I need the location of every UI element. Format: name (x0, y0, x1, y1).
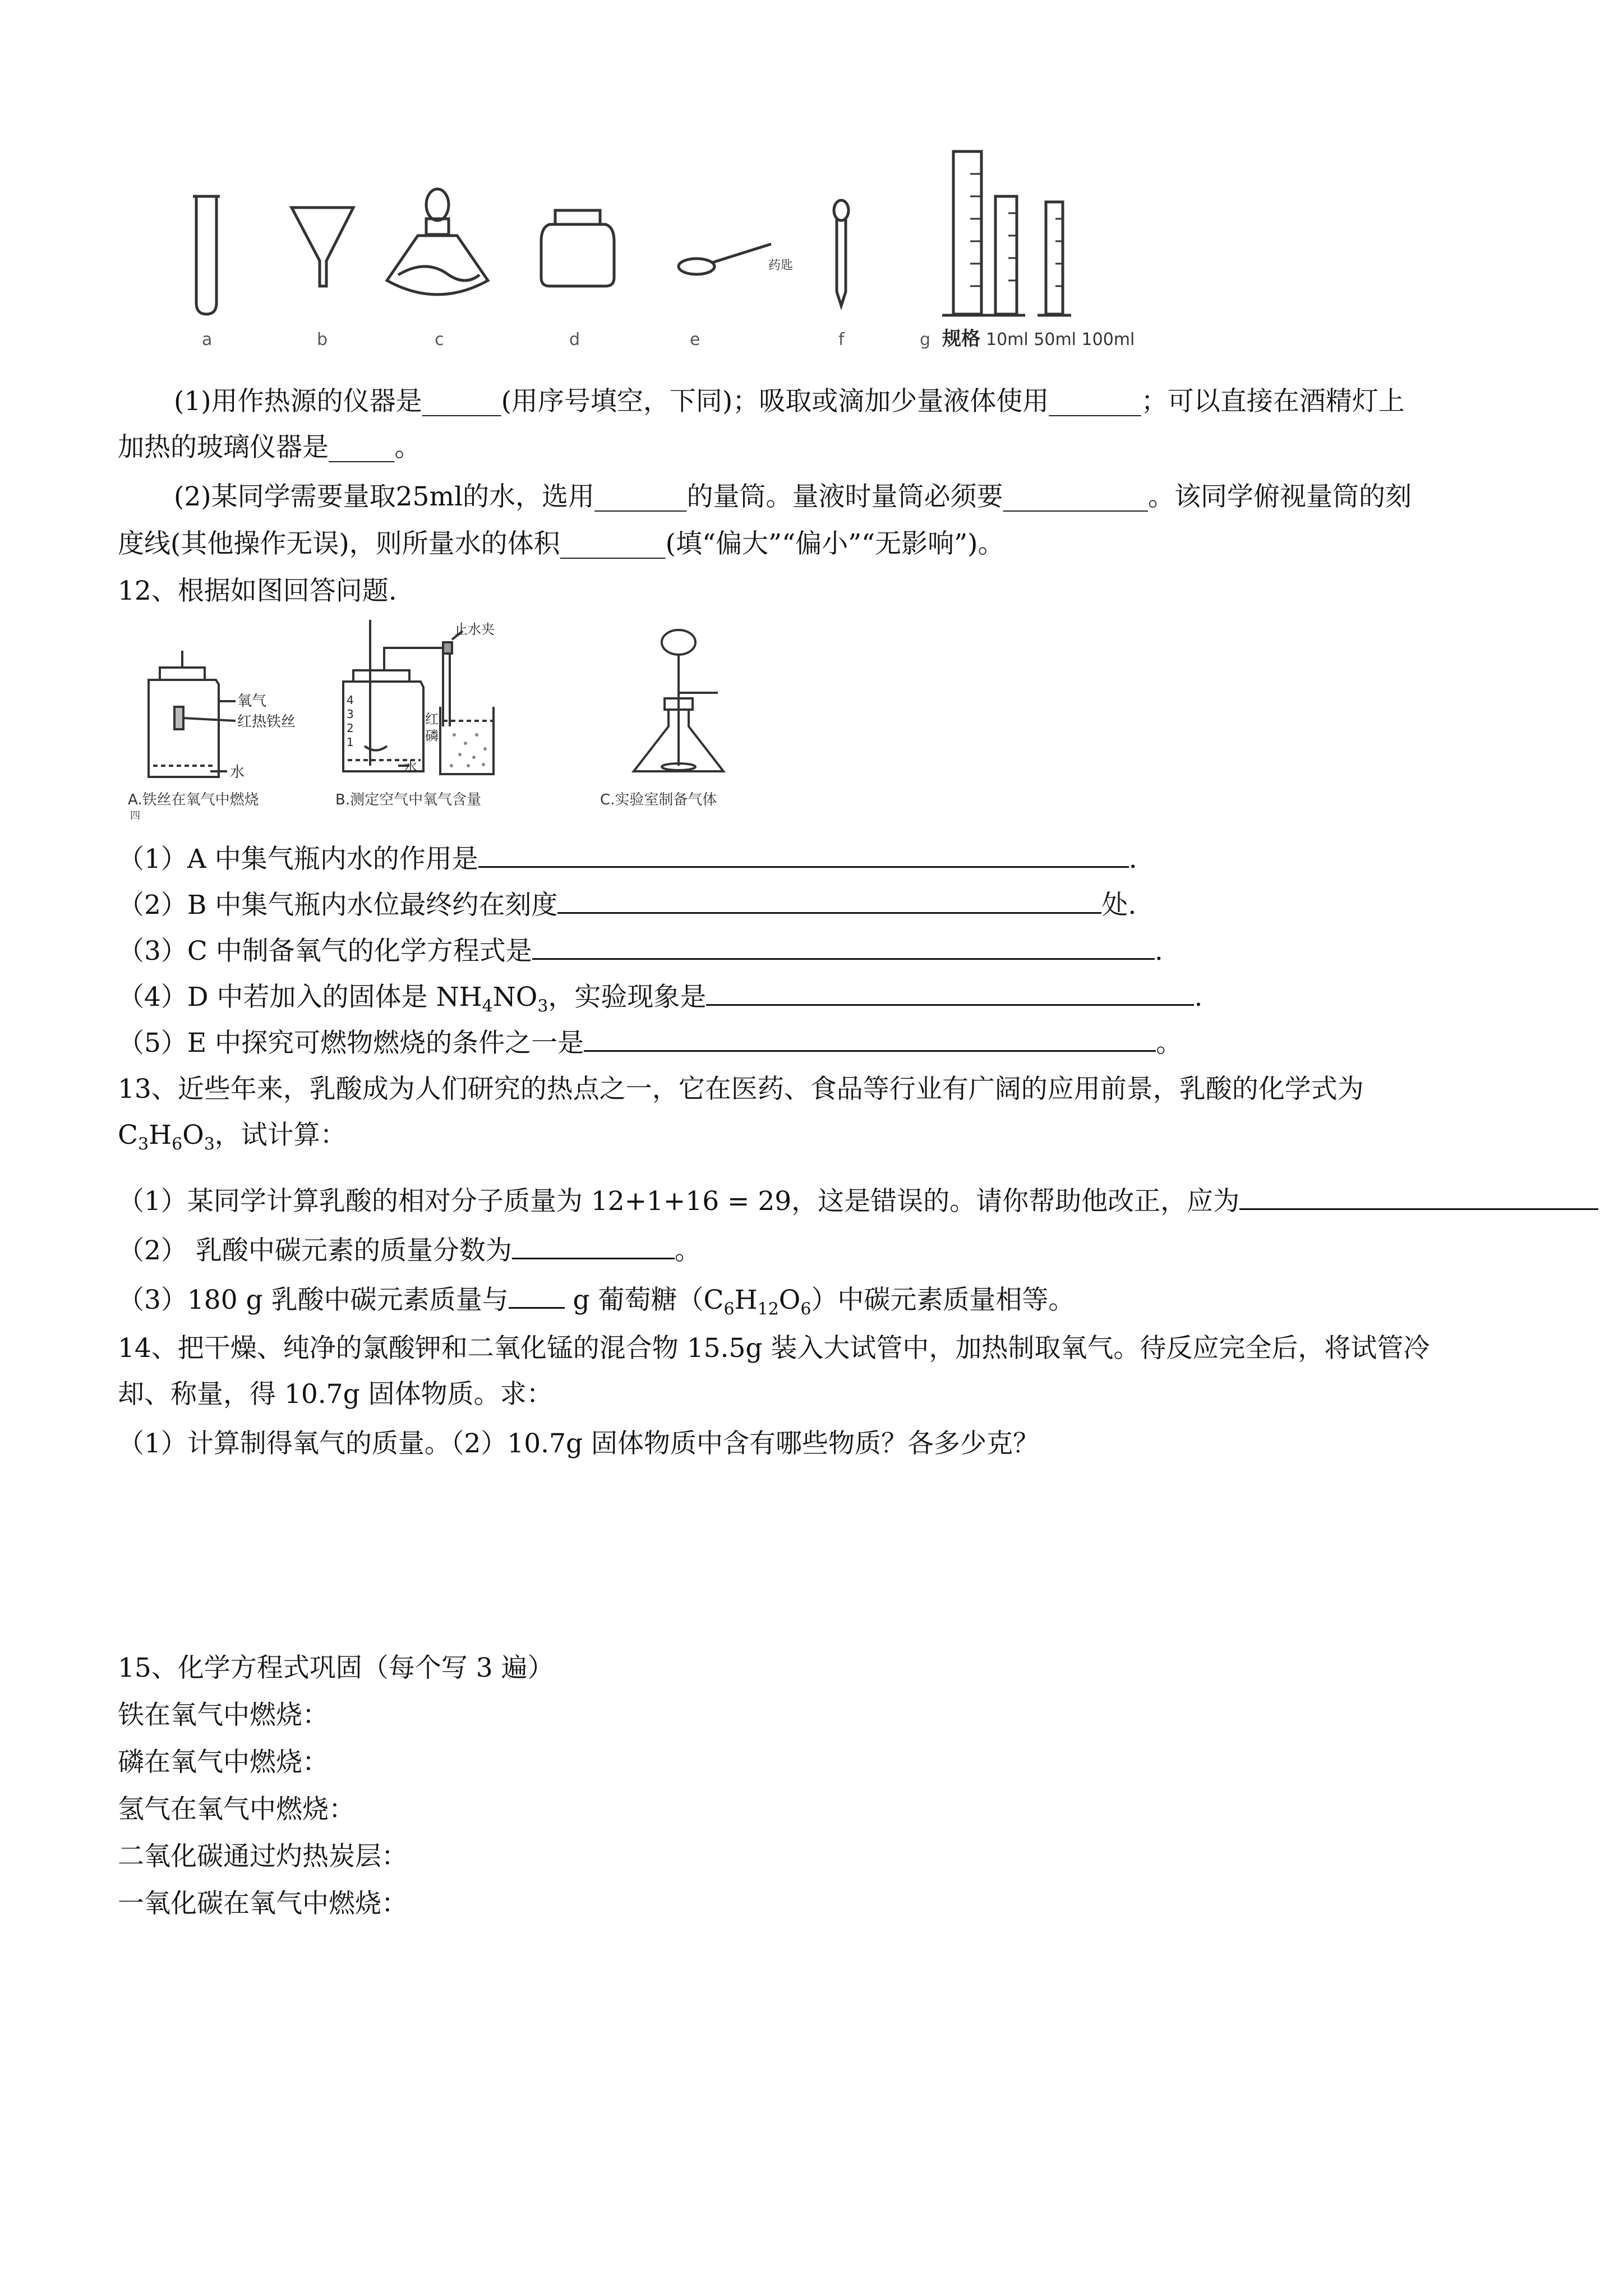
fig-b-label-phosphorus: 磷 (425, 728, 439, 744)
q13-line1: 13、近些年来，乳酸成为人们研究的热点之一，它在医药、食品等行业有广阔的应用前景，乳酸的化学式为 (118, 1074, 1364, 1105)
fig-a-caption: A.铁丝在氧气中燃烧 (128, 792, 259, 808)
q13-s3-post: ）中碳元素质量相等。 (811, 1285, 1075, 1315)
q12-s3 (118, 933, 1163, 968)
q12-s1 (118, 841, 1137, 876)
q12-s3-end: . (1154, 936, 1163, 967)
q12-s4-mid: NO (492, 982, 538, 1013)
q12-s4-pre: （4）D 中若加入的固体是 NH (118, 982, 482, 1013)
fig-b-scale-2: 2 (347, 721, 354, 735)
q13-s2-answer-blank[interactable] (512, 1233, 675, 1259)
apparatus-figure (185, 135, 1183, 353)
fig-a-label-oxygen: 氧气 (237, 693, 267, 710)
q14-line1: 14、把干燥、纯净的氯酸钾和二氧化锰的混合物 15.5g 装入大试管中，加热制取氧气。待反应完全后，将试管冷 (118, 1333, 1430, 1364)
q13-formula-h: H (149, 1120, 172, 1151)
spoon-icon (679, 244, 771, 274)
q13-formula-o-sub: 3 (204, 1134, 215, 1154)
fig-c-caption: C.实验室制备气体 (600, 792, 717, 808)
q11-part2-line2: 度线(其他操作无误)，则所量水的体积________(填“偏大”“偏小”“无影响”)。 (118, 528, 1004, 559)
fig-a-caption-extra: 四 (130, 810, 140, 822)
q13-s3-sub1: 6 (723, 1299, 735, 1319)
q12-s1-answer-blank[interactable] (478, 841, 1129, 868)
q15-item-2: 磷在氧气中燃烧： (118, 1747, 329, 1778)
q13-s2 (118, 1233, 701, 1268)
q12-s5-text: （5）E 中探究可燃物燃烧的条件之一是 (118, 1028, 584, 1059)
fig-b-label-water: 水 (404, 759, 417, 775)
q13-s3-sub2: 12 (757, 1299, 779, 1319)
q13-formula-o: O (182, 1120, 204, 1151)
q12-s1-end: . (1128, 844, 1137, 875)
figure-b-oxygen-content (331, 614, 555, 788)
q13-formula-line (118, 1119, 347, 1161)
q11-part2-line1: (2)某同学需要量取25ml的水，选用_______的量筒。量液时量筒必须要___________。该同学俯视量筒的刻 (174, 481, 1412, 512)
spec-label: 规格 (942, 328, 980, 350)
fig-b-scale-4: 4 (347, 693, 354, 707)
fig-b-caption: B.测定空气中氧气含量 (335, 792, 482, 808)
q13-s3-mid: g 葡萄糖（C (564, 1285, 724, 1315)
q13-s3-h: H (734, 1285, 758, 1315)
fig-b-scale-3: 3 (347, 707, 354, 721)
q13-formula-c: C (118, 1120, 138, 1151)
dropper-icon (834, 200, 849, 306)
q13-formula-c-sub: 3 (137, 1134, 149, 1154)
funnel-icon (292, 208, 353, 286)
q12-s2-text: （2）B 中集气瓶内水位最终约在刻度 (118, 890, 558, 921)
q13-s3-pre: （3）180 g 乳酸中碳元素质量与 (118, 1285, 509, 1315)
spoon-label: 药匙 (768, 259, 794, 273)
label-d: d (569, 330, 580, 349)
q12-s4-sub1: 4 (482, 996, 493, 1016)
fig-b-label-red: 红 (425, 711, 439, 727)
q12-s4-post: ，实验现象是 (548, 982, 707, 1013)
fig-b-label-clamp: 止水夹 (454, 622, 495, 637)
q11-part1-line1: (1)用作热源的仪器是______(用序号填空，下同)；吸取或滴加少量液体使用_______；可以直接在酒精灯上 (174, 386, 1405, 417)
q12-s2 (118, 887, 1136, 922)
q12-s5 (118, 1025, 1182, 1060)
reagent-bottle-icon (541, 210, 614, 286)
test-tube-icon (193, 196, 220, 314)
alcohol-lamp-icon (387, 189, 488, 295)
q12-s4-answer-blank[interactable] (706, 979, 1194, 1006)
label-a: a (202, 330, 213, 349)
q14-line2: 却、称量，得 10.7g 固体物质。求： (118, 1379, 553, 1410)
q13-s3-answer-blank[interactable] (509, 1282, 565, 1309)
fig-a-label-water: 水 (230, 764, 245, 781)
q12-s3-text: （3）C 中制备氧气的化学方程式是 (118, 936, 532, 967)
label-f: f (838, 330, 845, 349)
fig-a-label-iron: 红热铁丝 (237, 714, 296, 730)
q12-s2-answer-blank[interactable] (557, 887, 1101, 914)
q12-s4-end: . (1194, 982, 1203, 1013)
graduated-cylinders-icon (942, 151, 1071, 315)
q13-s1-answer-blank[interactable] (1239, 1184, 1598, 1210)
label-b: b (317, 330, 328, 349)
q13-s2-text: （2） 乳酸中碳元素的质量分数为 (118, 1235, 512, 1266)
spec-values: 10ml 50ml 100ml (986, 330, 1135, 349)
q13-s1 (118, 1184, 1598, 1218)
q12-title: 12、根据如图回答问题. (118, 576, 397, 606)
q12-s5-answer-blank[interactable] (584, 1025, 1156, 1052)
figure-a-iron-burning (126, 628, 328, 813)
label-e: e (690, 330, 700, 349)
label-g: g (920, 330, 931, 349)
q13-s3 (118, 1282, 1075, 1326)
q15-item-1: 铁在氧气中燃烧： (118, 1700, 329, 1731)
q15-title: 15、化学方程式巩固（每个写 3 遍） (118, 1653, 554, 1683)
q13-s2-end: 。 (674, 1235, 701, 1266)
q12-s1-text: （1）A 中集气瓶内水的作用是 (118, 844, 478, 875)
q13-s3-sub3: 6 (800, 1299, 811, 1319)
q15-item-3: 氢气在氧气中燃烧： (118, 1794, 355, 1825)
q11-part1-line2: 加热的玻璃仪器是_____。 (118, 432, 421, 463)
label-c: c (435, 330, 444, 349)
q12-s5-end: 。 (1156, 1028, 1183, 1059)
q15-item-4: 二氧化碳通过灼热炭层： (118, 1841, 408, 1872)
q12-s4 (118, 979, 1202, 1023)
figure-c-gas-preparation (623, 614, 735, 783)
q13-line2-post: ，试计算： (214, 1120, 347, 1151)
q12-s3-answer-blank[interactable] (532, 933, 1155, 960)
q13-formula-h-sub: 6 (172, 1134, 183, 1154)
q15-item-5: 一氧化碳在氧气中燃烧： (118, 1888, 408, 1919)
q12-s4-sub2: 3 (537, 996, 548, 1016)
fig-b-scale-1: 1 (347, 735, 354, 749)
q14-line3: （1）计算制得氧气的质量。（2）10.7g 固体物质中含有哪些物质？各多少克？ (118, 1428, 1039, 1459)
q13-s1-text: （1）某同学计算乳酸的相对分子质量为 12+1+16 = 29，这是错误的。请你帮助他改正，应为 (118, 1186, 1240, 1217)
q13-s3-o: O (778, 1285, 801, 1315)
q12-s2-end: 处. (1101, 890, 1137, 921)
